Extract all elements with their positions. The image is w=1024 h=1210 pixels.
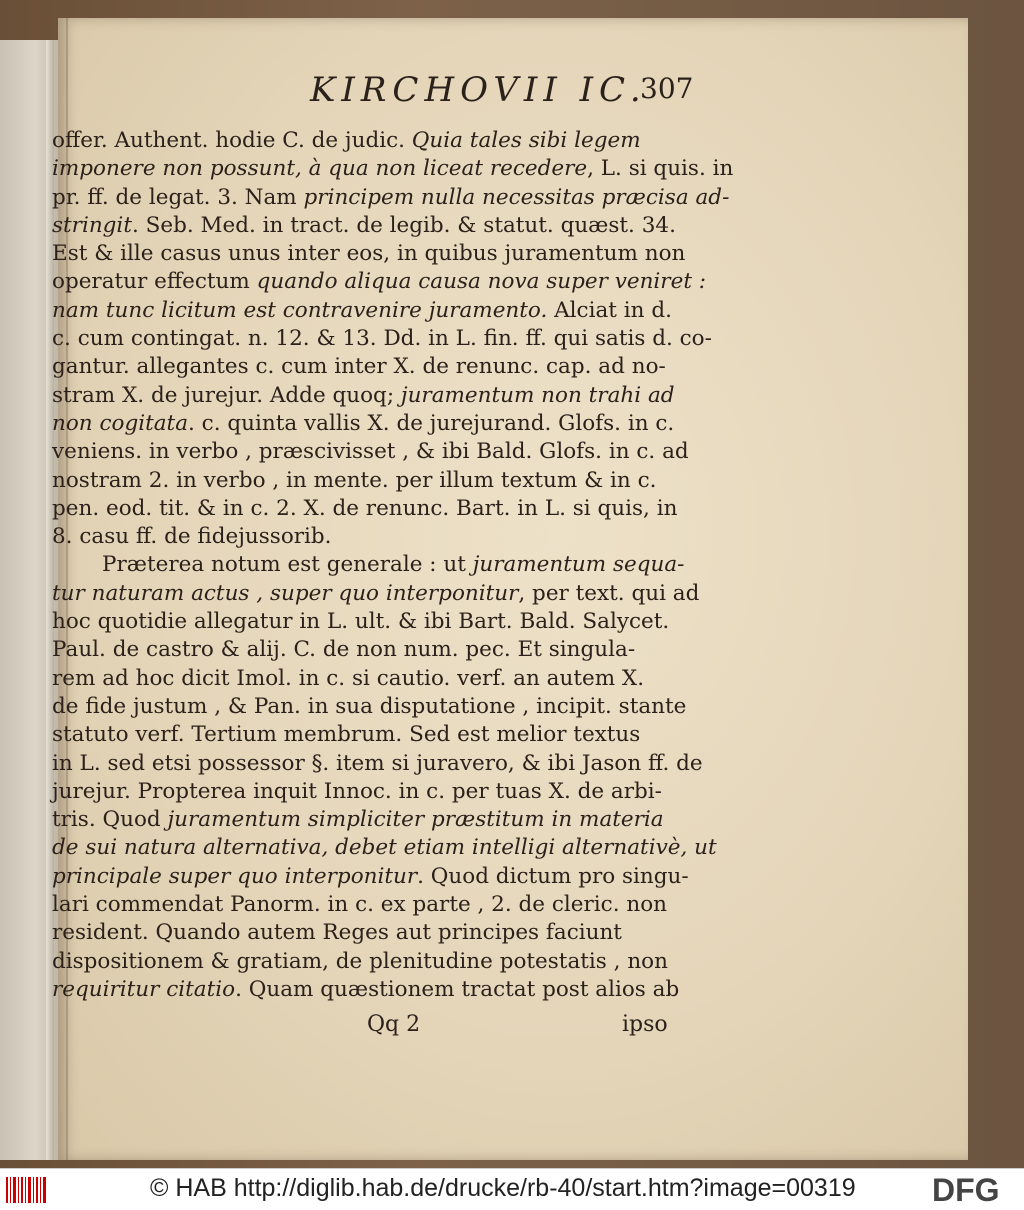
running-head: KIRCHOVII IC.: [310, 70, 647, 110]
italic-text-segment: nam tunc licitum est contravenire juramento.: [52, 297, 548, 323]
text-segment: pen. eod. tit. & in c. 2. X. de renunc. Bart. in L. si quis, in: [52, 495, 678, 521]
text-line: [52, 919, 692, 947]
text-line: [52, 976, 692, 1004]
text-segment: , per text. qui ad: [518, 580, 700, 606]
text-line: [52, 184, 730, 212]
text-segment: . Quam quæstionem tractat post alios ab: [235, 976, 680, 1002]
text-segment: statuto verf. Tertium membrum. Sed est melior textus: [52, 722, 641, 748]
text-segment: lari commendat Panorm. in c. ex parte , 2. de cleric. non: [52, 892, 667, 918]
barcode-icon: [6, 1177, 46, 1203]
text-segment: dispositionem & gratiam, de plenitudine potestatis , non: [52, 948, 668, 974]
text-line: [52, 127, 692, 155]
text-segment: rem ad hoc dicit Imol. in c. si cautio. verf. an autem X.: [52, 665, 645, 691]
italic-text-segment: juramentum simpliciter præstitum in materia: [167, 807, 664, 833]
text-segment: in L. sed etsi possessor §. item si juravero, & ibi Jason ff. de: [52, 750, 703, 776]
text-segment: stram X. de jurejur. Adde quoq;: [52, 382, 401, 408]
page-number: 307: [640, 72, 694, 105]
text-segment: operatur effectum: [52, 269, 257, 295]
text-segment: Paul. de castro & alij. C. de non num. pec. Et singula-: [52, 637, 636, 663]
text-segment: de fide justum , & Pan. in sua disputatione , incipit. stante: [52, 693, 687, 719]
text-line: [52, 891, 692, 919]
page-header: [120, 70, 720, 120]
text-line: [52, 212, 692, 240]
text-line: [52, 240, 692, 268]
text-segment: pr. ff. de legat. 3. Nam: [52, 184, 304, 210]
text-line: [52, 467, 692, 495]
text-line: [52, 495, 692, 523]
text-segment: . c. quinta vallis X. de jurejurand. Glofs. in c.: [188, 410, 675, 436]
text-segment: , L. si quis. in: [587, 156, 734, 182]
italic-text-segment: principale super quo interponitur: [52, 863, 418, 889]
italic-text-segment: juramentum sequa-: [472, 552, 685, 578]
text-line: [52, 665, 692, 693]
text-line: [52, 551, 692, 579]
text-line: [52, 636, 692, 664]
text-line: [52, 693, 692, 721]
copyright-url[interactable]: © HAB http://diglib.hab.de/drucke/rb-40/start.htm?image=00319: [150, 1174, 856, 1202]
text-line: [52, 523, 692, 551]
catchword: ipso: [622, 1012, 668, 1037]
italic-text-segment: requiritur citatio: [52, 976, 236, 1002]
dfg-logo-text: DFG: [932, 1172, 1000, 1208]
italic-text-segment: Quia tales sibi legem: [411, 128, 641, 153]
text-line: [52, 778, 692, 806]
text-line: [52, 382, 692, 410]
text-line: [52, 410, 692, 438]
text-segment: hoc quotidie allegatur in L. ult. & ibi Bart. Bald. Salycet.: [52, 609, 670, 635]
italic-text-segment: juramentum non trahi ad: [400, 382, 675, 408]
text-segment: gantur. allegantes c. cum inter X. de renunc. cap. ad no-: [52, 354, 666, 380]
text-line: [52, 438, 692, 466]
text-line: [52, 721, 692, 749]
text-line: [52, 948, 692, 976]
body-text: [52, 127, 734, 1004]
text-segment: . Quod dictum pro singu-: [417, 863, 689, 889]
text-line: [52, 834, 717, 862]
signature-mark: Qq 2: [367, 1012, 421, 1037]
italic-text-segment: quando aliqua causa nova super veniret :: [256, 269, 707, 295]
text-segment: Est & ille casus unus inter eos, in quibus juramentum non: [52, 241, 686, 267]
page-footer: [52, 1012, 692, 1044]
text-segment: veniens. in verbo , præscivisset , & ibi Bald. Glofs. in c. ad: [52, 439, 689, 465]
italic-text-segment: imponere non possunt, à qua non liceat recedere: [52, 156, 588, 182]
text-line: [52, 863, 692, 891]
text-segment: Præterea notum est generale : ut: [102, 552, 473, 578]
text-line: [52, 608, 692, 636]
text-segment: offer. Authent. hodie C. de judic.: [52, 128, 412, 153]
text-segment: resident. Quando autem Reges aut principes faciunt: [52, 920, 622, 946]
text-line: [52, 580, 700, 608]
text-line: [52, 268, 707, 296]
italic-text-segment: principem nulla necessitas præcisa ad-: [303, 184, 730, 210]
italic-text-segment: non cogitata: [52, 410, 189, 436]
text-line: [52, 750, 703, 778]
text-segment: jurejur. Propterea inquit Innoc. in c. per tuas X. de arbi-: [52, 778, 662, 804]
credit-bar: [0, 1168, 1024, 1210]
text-line: [52, 297, 692, 325]
text-line: [52, 325, 712, 353]
italic-text-segment: de sui natura alternativa, debet etiam intelligi alternativè, ut: [52, 835, 717, 861]
text-segment: tris. Quod: [52, 807, 168, 833]
text-line: [52, 155, 734, 183]
text-segment: 8. casu ff. de fidejussorib.: [52, 524, 332, 550]
text-segment: . Seb. Med. in tract. de legib. & statut. quæst. 34.: [131, 212, 676, 238]
dfg-logo: [932, 1172, 1018, 1208]
text-segment: c. cum contingat. n. 12. & 13. Dd. in L. fin. ff. qui satis d. co-: [52, 326, 712, 352]
text-segment: nostram 2. in verbo , in mente. per illum textum & in c.: [52, 467, 657, 493]
text-segment: Alciat in d.: [547, 297, 672, 323]
italic-text-segment: stringit: [52, 212, 132, 238]
text-line: [52, 353, 692, 381]
italic-text-segment: tur naturam actus , super quo interponitur: [52, 580, 519, 606]
text-line: [52, 806, 692, 834]
